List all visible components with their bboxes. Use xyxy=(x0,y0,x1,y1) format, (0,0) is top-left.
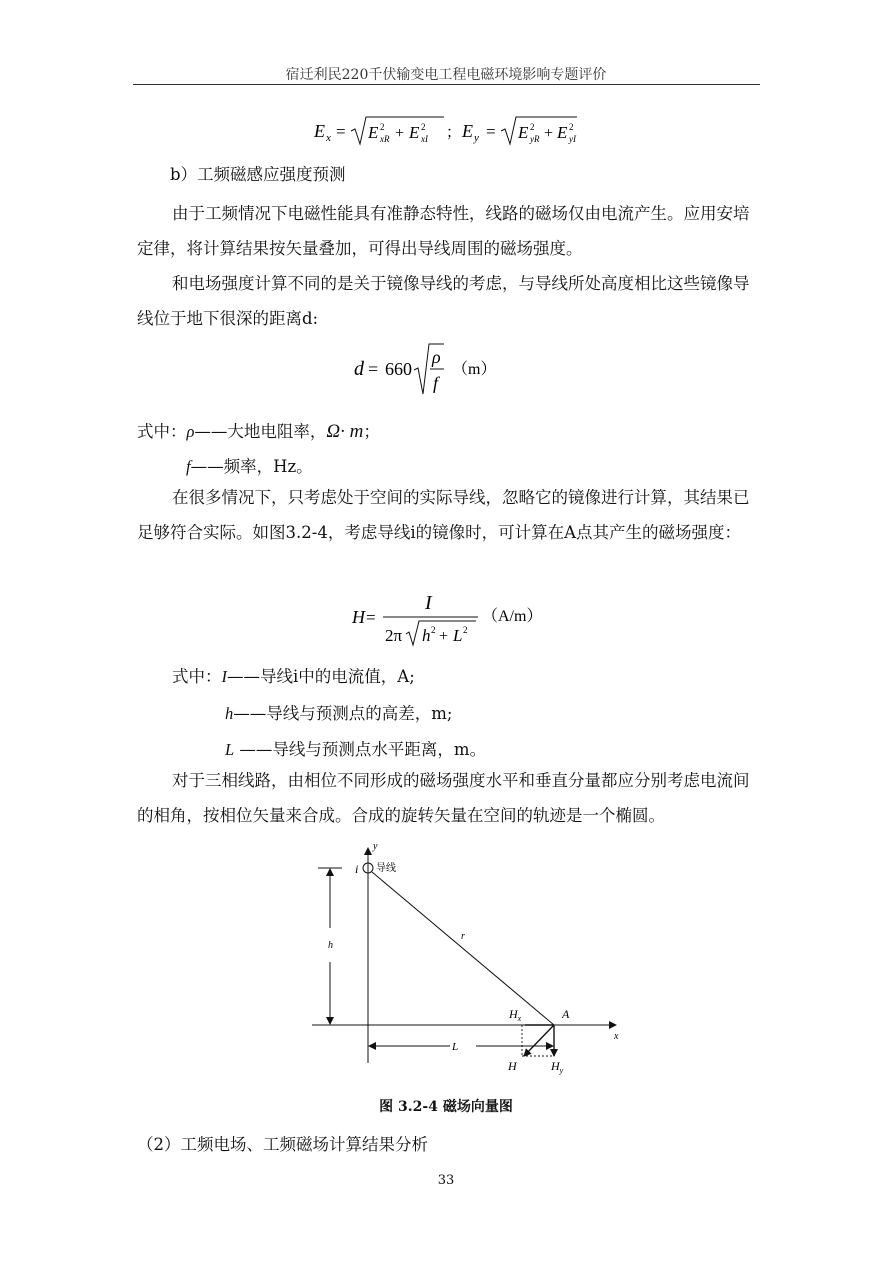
horizontal-distance-label: L xyxy=(452,1041,459,1053)
formula-h xyxy=(350,589,550,649)
radicand-sup: 2 xyxy=(431,625,436,635)
figure-caption: 图 3.2-4 磁场向量图 xyxy=(379,1099,513,1115)
formula-eq: = xyxy=(336,122,346,141)
conductor-label-i: i xyxy=(355,862,359,876)
h-label: H xyxy=(508,1059,517,1073)
page-header-title: 宿迁利民220千伏输变电工程电磁环境影响专题评价 xyxy=(285,67,607,83)
definition-text: ——导线与预测点的高差，m; xyxy=(233,704,453,723)
header-rule xyxy=(133,84,760,85)
radicand: h xyxy=(422,626,431,645)
definition-i xyxy=(172,663,415,687)
formula-h-num: I xyxy=(425,592,432,614)
height-label: h xyxy=(328,940,333,951)
radicand-sup: 2 xyxy=(463,625,468,635)
formula-d-coef: 660 xyxy=(385,359,412,379)
page-number: 33 xyxy=(437,1173,455,1188)
radicand-sup: 2 xyxy=(569,122,574,132)
definition-prefix: 式中： xyxy=(172,667,222,686)
paragraph-3: 在很多情况下，只考虑处于空间的实际导线，忽略它的镜像进行计算，其结果已足够符合实际。如图3.2-4，考虑导线i的镜像时，可计算在A点其产生的磁场强度： xyxy=(137,488,750,542)
radicand-sup: 2 xyxy=(421,122,426,132)
definition-prefix: 式中： xyxy=(137,422,187,441)
formula-d-den: f xyxy=(433,373,439,393)
definition-text: ——频率，Hz。 xyxy=(190,457,313,476)
plus: + xyxy=(395,125,405,142)
paragraph-4: 对于三相线路，由相位不同形成的磁场强度水平和垂直分量都应分别考虑电流间的相角，按相位矢量来合成。合成的旋转矢量在空间的轨迹是一个椭圆。 xyxy=(137,771,750,825)
formula-ey-symbol: E xyxy=(462,121,473,141)
paragraph-1: 由于工频情况下电磁性能具有准静态特性，线路的磁场仅由电流产生。应用安培定律，将计算结果按矢量叠加，可得出导线周围的磁场强度。 xyxy=(137,204,750,258)
formula-ex-sub: x xyxy=(326,132,331,144)
definition-h xyxy=(225,700,452,724)
formula-eq: = xyxy=(368,359,379,379)
distance-label-r: r xyxy=(461,931,465,942)
symbol-rho: ρ xyxy=(186,422,195,441)
definition-text: ——导线与预测点水平距离，m。 xyxy=(234,740,487,759)
formula-d-lhs: d xyxy=(354,358,364,380)
formula-d-num: ρ xyxy=(432,347,441,367)
definition-text: ——导线i中的电流值，A; xyxy=(227,667,415,686)
formula-eq: = xyxy=(486,122,496,141)
radicand: E xyxy=(518,123,529,142)
magnetic-field-vector-diagram xyxy=(300,838,630,1080)
symbol-f: f xyxy=(186,457,191,476)
radicand-sup: 2 xyxy=(530,122,535,132)
radicand: E xyxy=(409,123,420,142)
definition-end: ； xyxy=(363,422,380,441)
plus: + xyxy=(544,125,554,142)
formula-separator: ； xyxy=(446,125,462,141)
definition-f xyxy=(186,453,313,477)
formula-h-unit: （A/m） xyxy=(482,608,543,625)
radicand-sup: 2 xyxy=(380,122,385,132)
unit-ohm-m: Ω· m xyxy=(326,421,364,442)
symbol-i: I xyxy=(221,667,227,686)
definition-text: ——大地电阻率， xyxy=(194,422,327,441)
formula-ex-symbol: E xyxy=(314,121,325,141)
section-b-heading: b）工频磁感应强度预测 xyxy=(170,165,346,184)
definition-l xyxy=(225,736,486,760)
section-2-heading: （2）工频电场、工频磁场计算结果分析 xyxy=(137,1135,428,1154)
formula-h-graphic xyxy=(350,589,550,649)
symbol-h: h xyxy=(225,704,234,723)
plus: + xyxy=(439,628,449,645)
formula-d-unit: （m） xyxy=(452,361,497,378)
radicand-sub: xR xyxy=(380,134,390,144)
formula-eq: = xyxy=(366,608,376,627)
formula-h-lhs: H xyxy=(352,607,365,627)
conductor-label: 导线 xyxy=(376,863,396,874)
hy-label: $H_y$ xyxy=(551,1059,564,1075)
formula-ex-ey-graphic xyxy=(314,113,594,149)
radicand: E xyxy=(557,123,568,142)
point-a-label: A xyxy=(562,1007,570,1021)
radicand-sub: yI xyxy=(569,134,576,144)
radicand: E xyxy=(368,123,379,142)
distance-line-r xyxy=(372,872,554,1025)
formula-d xyxy=(352,340,512,398)
radicand: L xyxy=(453,626,463,645)
hx-label: $H_x$ xyxy=(509,1007,522,1023)
radicand-sub: xI xyxy=(421,134,428,144)
formula-ey-sub: y xyxy=(474,132,479,144)
h-resultant-vector xyxy=(524,1025,554,1056)
x-axis-label: x xyxy=(614,1031,619,1042)
y-axis-label: y xyxy=(373,841,378,852)
paragraph-2: 和电场强度计算不同的是关于镜像导线的考虑，与导线所处高度相比这些镜像导线位于地下很深的距离d: xyxy=(137,274,750,328)
radicand-sub: yR xyxy=(530,134,540,144)
formula-h-den-pre: 2π xyxy=(385,626,403,645)
symbol-l: L xyxy=(225,740,235,759)
formula-d-graphic xyxy=(352,340,512,398)
formula-ex-ey xyxy=(314,113,594,149)
definition-rho xyxy=(137,418,380,443)
